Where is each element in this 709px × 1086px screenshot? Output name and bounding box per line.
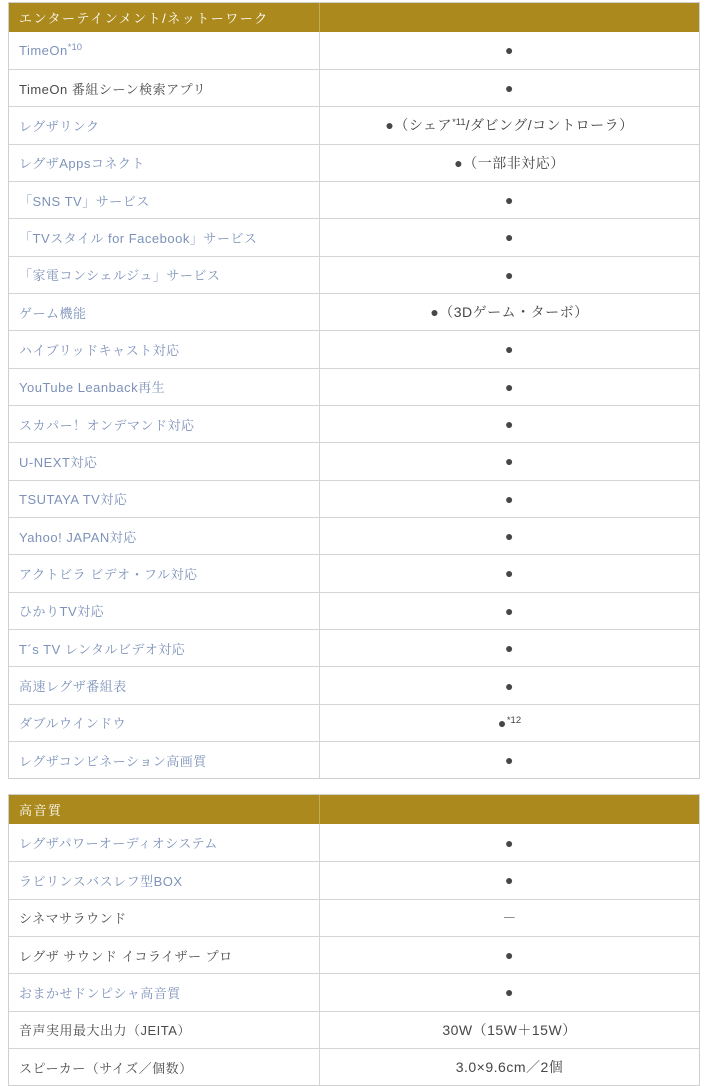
feature-value: ●$^{*12}$ bbox=[497, 714, 522, 731]
table-row bbox=[9, 899, 699, 936]
table-row bbox=[9, 824, 699, 861]
feature-value: ● bbox=[505, 490, 514, 507]
table-header-label: 高音質 bbox=[9, 795, 320, 824]
feature-value: ●（3Dゲーム・ターボ） bbox=[430, 304, 589, 321]
feature-cell bbox=[9, 630, 320, 666]
footnote-ref: *12 bbox=[506, 714, 522, 726]
feature-value: ● bbox=[505, 752, 514, 769]
table-row bbox=[9, 741, 699, 778]
table-header-spacer bbox=[320, 3, 699, 32]
table-row bbox=[9, 218, 699, 255]
feature-cell bbox=[9, 824, 320, 861]
value-cell bbox=[320, 518, 699, 554]
value-cell bbox=[320, 443, 699, 479]
feature-cell bbox=[9, 443, 320, 479]
feature-cell bbox=[9, 1012, 320, 1048]
feature-label: TimeOn 番組シーン検索アプリ bbox=[19, 81, 207, 97]
footnote-ref: *10 bbox=[67, 41, 83, 53]
feature-value: ● bbox=[505, 872, 514, 889]
table-row bbox=[9, 480, 699, 517]
feature-label: 音声実用最大出力（JEITA） bbox=[19, 1023, 191, 1039]
table-header-spacer bbox=[320, 795, 699, 824]
feature-value: ● bbox=[505, 266, 514, 283]
feature-link[interactable]: おまかせドンピシャ高音質 bbox=[19, 985, 181, 1001]
feature-value: 30W（15W＋15W） bbox=[442, 1021, 577, 1038]
feature-value: － bbox=[502, 909, 517, 926]
feature-cell bbox=[9, 862, 320, 898]
feature-value: ● bbox=[505, 565, 514, 582]
feature-cell bbox=[9, 555, 320, 591]
feature-value: ● bbox=[505, 416, 514, 433]
feature-cell bbox=[9, 518, 320, 554]
feature-value: ●（一部非対応） bbox=[454, 154, 565, 171]
value-cell bbox=[320, 145, 699, 181]
feature-value: ● bbox=[505, 947, 514, 964]
table-row bbox=[9, 1011, 699, 1048]
table-row bbox=[9, 629, 699, 666]
value-cell bbox=[320, 257, 699, 293]
feature-value: ● bbox=[505, 229, 514, 246]
spec-table-entertainment-network bbox=[8, 2, 700, 779]
value-cell bbox=[320, 32, 699, 69]
table-row bbox=[9, 293, 699, 330]
feature-cell bbox=[9, 974, 320, 1010]
feature-link[interactable]: レグザパワーオーディオシステム bbox=[19, 836, 218, 852]
spec-table-sound-quality bbox=[8, 794, 700, 1086]
value-cell bbox=[320, 974, 699, 1010]
value-cell bbox=[320, 742, 699, 778]
feature-cell bbox=[9, 331, 320, 367]
table-row bbox=[9, 368, 699, 405]
table-row bbox=[9, 554, 699, 591]
feature-link[interactable]: レグザリンク bbox=[19, 118, 100, 134]
table-row bbox=[9, 32, 699, 69]
table-body bbox=[9, 824, 699, 1085]
table-row bbox=[9, 936, 699, 973]
value-cell bbox=[320, 70, 699, 106]
feature-value: ● bbox=[505, 984, 514, 1001]
value-cell bbox=[320, 937, 699, 973]
feature-cell bbox=[9, 107, 320, 143]
feature-value: ●（シェア$^{*11}$/ダビング/コントローラ） bbox=[385, 117, 634, 134]
feature-cell bbox=[9, 32, 320, 69]
table-row bbox=[9, 330, 699, 367]
feature-value: ● bbox=[505, 528, 514, 545]
feature-cell bbox=[9, 257, 320, 293]
feature-link[interactable]: ラビリンスバスレフ型BOX bbox=[19, 873, 183, 889]
value-cell bbox=[320, 481, 699, 517]
table-row bbox=[9, 69, 699, 106]
feature-cell bbox=[9, 70, 320, 106]
feature-link[interactable]: ハイブリッドキャスト対応 bbox=[19, 342, 180, 358]
table-row bbox=[9, 442, 699, 479]
table-row bbox=[9, 256, 699, 293]
value-cell bbox=[320, 900, 699, 936]
feature-cell bbox=[9, 742, 320, 778]
feature-link[interactable]: Yahoo! JAPAN対応 bbox=[19, 529, 137, 545]
footnote-ref: *11 bbox=[452, 117, 466, 129]
feature-link[interactable]: 「SNS TV」サービス bbox=[19, 193, 150, 209]
table-row bbox=[9, 405, 699, 442]
value-cell bbox=[320, 593, 699, 629]
feature-link[interactable]: U-NEXT対応 bbox=[19, 454, 98, 470]
feature-cell bbox=[9, 593, 320, 629]
feature-link[interactable]: 高速レグザ番組表 bbox=[19, 679, 127, 695]
feature-cell bbox=[9, 481, 320, 517]
feature-link[interactable]: 「家電コンシェルジュ」サービス bbox=[19, 268, 221, 284]
feature-value: ● bbox=[505, 42, 514, 59]
value-cell bbox=[320, 406, 699, 442]
feature-cell bbox=[9, 182, 320, 218]
feature-cell bbox=[9, 294, 320, 330]
value-cell bbox=[320, 630, 699, 666]
value-cell bbox=[320, 555, 699, 591]
feature-value: ● bbox=[505, 834, 514, 851]
table-row bbox=[9, 181, 699, 218]
feature-value: ● bbox=[505, 192, 514, 209]
table-row bbox=[9, 973, 699, 1010]
feature-link[interactable]: ひかりTV対応 bbox=[19, 604, 105, 620]
feature-cell bbox=[9, 667, 320, 703]
feature-value: ● bbox=[505, 640, 514, 657]
value-cell bbox=[320, 862, 699, 898]
table-header bbox=[9, 795, 699, 824]
value-cell bbox=[320, 667, 699, 703]
value-cell bbox=[320, 824, 699, 861]
feature-cell bbox=[9, 369, 320, 405]
feature-link[interactable]: レグザコンビネーション高画質 bbox=[19, 753, 207, 769]
table-header-label: エンターテインメント/ネットーワーク bbox=[9, 3, 320, 32]
value-cell bbox=[320, 1012, 699, 1048]
feature-cell bbox=[9, 145, 320, 181]
table-body bbox=[9, 32, 699, 779]
feature-label: シネマサラウンド bbox=[19, 911, 127, 927]
table-row bbox=[9, 517, 699, 554]
feature-link[interactable]: スカパー！オンデマンド対応 bbox=[19, 417, 195, 433]
table-row bbox=[9, 861, 699, 898]
feature-cell bbox=[9, 219, 320, 255]
feature-link[interactable]: 「TVスタイル for Facebook」サービス bbox=[19, 230, 258, 246]
value-cell bbox=[320, 219, 699, 255]
feature-value: ● bbox=[505, 602, 514, 619]
value-cell bbox=[320, 294, 699, 330]
table-row bbox=[9, 666, 699, 703]
table-row bbox=[9, 592, 699, 629]
feature-value: 3.0×9.6cm／2個 bbox=[455, 1059, 564, 1076]
feature-value: ● bbox=[505, 378, 514, 395]
feature-cell bbox=[9, 937, 320, 973]
feature-link[interactable]: ゲーム機能 bbox=[19, 305, 87, 321]
table-row bbox=[9, 106, 699, 143]
feature-value: ● bbox=[505, 80, 514, 97]
value-cell bbox=[320, 331, 699, 367]
value-cell bbox=[320, 107, 699, 143]
feature-link[interactable]: T´s TV レンタルビデオ対応 bbox=[19, 641, 186, 657]
feature-link[interactable]: レグザAppsコネクト bbox=[19, 156, 145, 172]
feature-link[interactable]: ダブルウインドウ bbox=[19, 716, 127, 732]
value-cell bbox=[320, 369, 699, 405]
value-cell bbox=[320, 182, 699, 218]
feature-value: ● bbox=[505, 453, 514, 470]
feature-value: ● bbox=[505, 341, 514, 358]
feature-cell bbox=[9, 705, 320, 741]
feature-link[interactable]: TimeOn$^{*10}$ bbox=[19, 41, 83, 58]
feature-link[interactable]: YouTube Leanback再生 bbox=[19, 380, 166, 396]
table-row bbox=[9, 704, 699, 741]
table-row bbox=[9, 144, 699, 181]
table-header bbox=[9, 3, 699, 32]
feature-value: ● bbox=[505, 677, 514, 694]
feature-label: スピーカー（サイズ／個数） bbox=[19, 1060, 193, 1076]
feature-link[interactable]: アクトビラ ビデオ・フル対応 bbox=[19, 566, 198, 582]
feature-link[interactable]: TSUTAYA TV対応 bbox=[19, 492, 128, 508]
feature-cell bbox=[9, 900, 320, 936]
feature-label: レグザ サウンド イコライザー プロ bbox=[19, 948, 233, 964]
feature-cell bbox=[9, 406, 320, 442]
value-cell bbox=[320, 705, 699, 741]
